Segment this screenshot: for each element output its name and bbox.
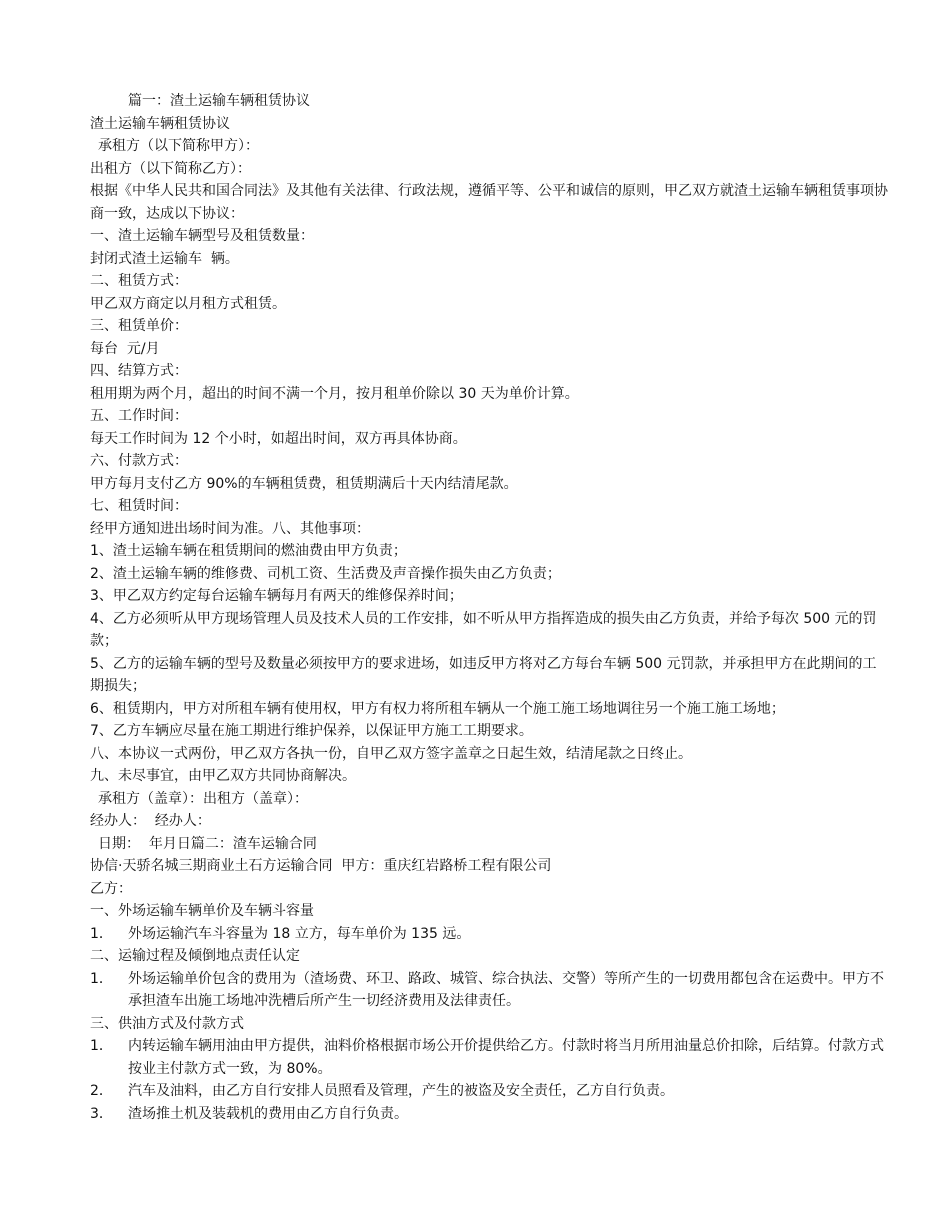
item-number: 1． (90, 1038, 113, 1054)
other-item-3: 3、甲乙双方约定每台运输车辆每月有两天的维修保养时间； (90, 588, 463, 604)
preamble-paragraph: 根据《中华人民共和国合同法》及其他有关法律、行政法规，遵循平等、公平和诚信的原则，甲乙双方就渣土运输车辆租赁事项协商一致，达成以下协议： (90, 183, 888, 222)
signature-parties: 承租方（盖章）：出租方（盖章）： (98, 790, 308, 807)
party-b-line: 乙方： (90, 880, 132, 897)
contract-section-3-item-1 (90, 1035, 890, 1080)
section-2-heading: 二、租赁方式： (90, 273, 188, 289)
other-item-1: 1、渣土运输车辆在租赁期间的燃油费由甲方负责； (90, 543, 407, 559)
section-5-heading: 五、工作时间： (90, 408, 188, 424)
item-number: 3． (90, 1105, 113, 1122)
item-text: 外场运输汽车斗容量为 18 立方，每车单价为 135 远。 (128, 925, 471, 942)
other-item-2: 2、渣土运输车辆的维修费、司机工资、生活费及声音操作损失由乙方负责； (90, 565, 561, 582)
item-number: 1． (90, 970, 113, 987)
item-number: 2． (90, 1083, 113, 1099)
section-6-body: 甲方每月支付乙方 90%的车辆租赁费，租赁期满后十天内结清尾款。 (90, 475, 518, 492)
section-4-heading: 四、结算方式： (90, 363, 188, 379)
other-item-5: 5、乙方的运输车辆的型号及数量必须按甲方的要求进场，如违反甲方将对乙方每台车辆 500 元罚款，并承担甲方在此期间的工期损失； (90, 655, 877, 694)
contract-section-2-item-1 (90, 968, 890, 1013)
item-text: 外场运输单价包含的费用为（渣场费、环卫、路政、城管、综合执法、交警）等所产生的一切费用都包含在运费中。甲方不承担渣车出施工场地冲洗槽后所产生一切经济费用及法律责任。 (128, 970, 884, 1009)
item-text: 汽车及油料，由乙方自行安排人员照看及管理，产生的被盗及安全责任，乙方自行负责。 (128, 1083, 674, 1099)
section-7-heading: 七、租赁时间： (90, 498, 188, 514)
lessee-line: 承租方（以下简称甲方）： (98, 138, 259, 154)
part1-heading: 渣土运输车辆租赁协议 (90, 115, 230, 132)
part1-title: 篇一：渣土运输车辆租赁协议 (128, 93, 310, 109)
section-1-body: 封闭式渣土运输车 辆。 (90, 250, 239, 267)
contract-section-3-item-2 (90, 1080, 890, 1103)
contract-section-2-heading: 二、运输过程及倾倒地点责任认定 (90, 948, 300, 964)
contract-section-1-item-1 (90, 923, 890, 946)
item-number: 1． (90, 925, 113, 942)
section-1-heading: 一、渣土运输车辆型号及租赁数量： (90, 228, 314, 244)
section-8: 八、本协议一式两份，甲乙双方各执一份，自甲乙双方签字盖章之日起生效，结清尾款之日终止。 (90, 745, 692, 762)
date-line: 日期： 年月日篇二：渣车运输合同 (98, 835, 317, 852)
part2-header: 协信·天骄名城三期商业土石方运输合同 甲方：重庆红岩路桥工程有限公司 (90, 858, 552, 874)
section-3-heading: 三、租赁单价： (90, 318, 188, 334)
other-item-4: 4、乙方必须听从甲方现场管理人员及技术人员的工作安排，如不听从甲方指挥造成的损失由乙方负责，并给予每次 500 元的罚款； (90, 610, 877, 649)
section-9: 九、未尽事宜，由甲乙双方共同协商解决。 (90, 768, 356, 784)
signature-agents: 经办人： 经办人： (90, 813, 211, 829)
section-6-heading: 六、付款方式： (90, 453, 188, 469)
section-7-body: 经甲方通知进出场时间为准。八、其他事项： (90, 520, 370, 537)
other-item-7: 7、乙方车辆应尽量在施工期进行维护保养，以保证甲方施工工期要求。 (90, 723, 533, 739)
section-2-body: 甲乙双方商定以月租方式租赁。 (90, 295, 286, 312)
section-3-body: 每台 元/月 (90, 340, 160, 357)
lessor-line: 出租方（以下简称乙方）： (90, 160, 251, 177)
document-page (90, 90, 890, 1125)
contract-section-1-heading: 一、外场运输车辆单价及车辆斗容量 (90, 903, 314, 919)
section-4-body: 租用期为两个月，超出的时间不满一个月，按月租单价除以 30 天为单价计算。 (90, 385, 579, 402)
section-5-body: 每天工作时间为 12 个小时，如超出时间，双方再具体协商。 (90, 430, 467, 447)
other-item-6: 6、租赁期内，甲方对所租车辆有使用权，甲方有权力将所租车辆从一个施工施工场地调往另一个施工施工场地； (90, 700, 785, 717)
contract-section-3-heading: 三、供油方式及付款方式 (90, 1015, 244, 1032)
contract-section-3-item-3 (90, 1103, 890, 1126)
item-text: 内转运输车辆用油由甲方提供，油料价格根据市场公开价提供给乙方。付款时将当月所用油量总价扣除，后结算。付款方式按业主付款方式一致，为 80%。 (128, 1038, 884, 1077)
item-text: 渣场推土机及装载机的费用由乙方自行负责。 (128, 1105, 408, 1122)
